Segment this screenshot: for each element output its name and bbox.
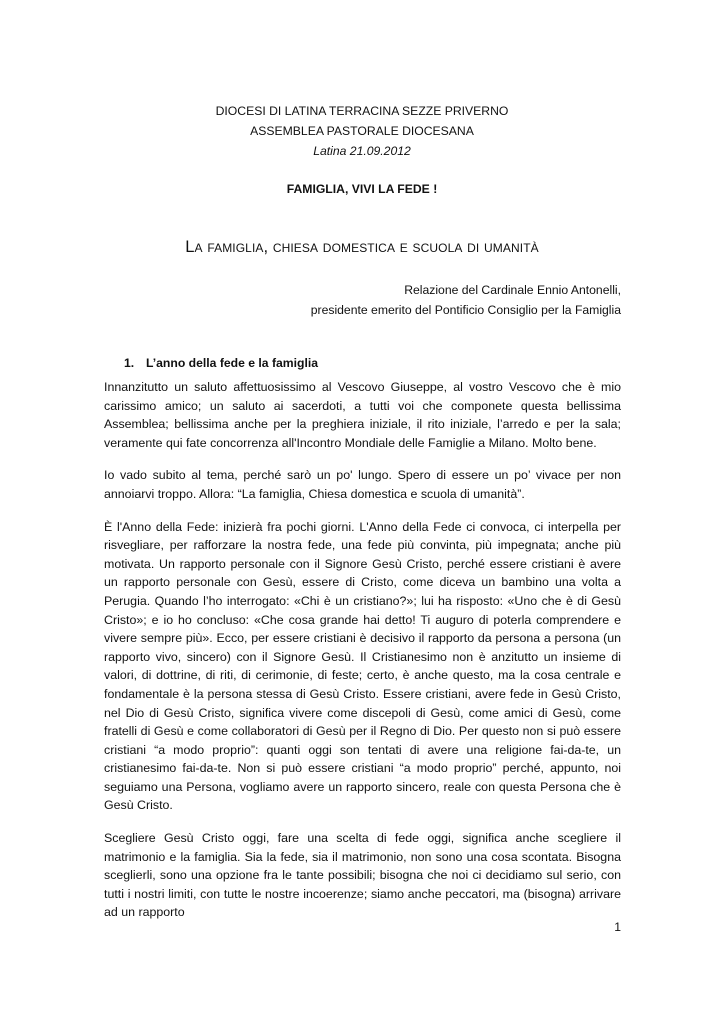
assembly-name: ASSEMBLEA PASTORALE DIOCESANA [250, 124, 474, 138]
page-number: 1 [614, 920, 621, 934]
diocese-name: DIOCESI DI LATINA TERRACINA SEZZE PRIVERNO [215, 104, 509, 118]
author-block [101, 280, 621, 320]
author-line-1: Relazione del Cardinale Ennio Antonelli, [404, 283, 621, 297]
document-header [0, 101, 724, 161]
body-text [104, 378, 621, 936]
section-title: L’anno della fede e la famiglia [146, 356, 319, 370]
paragraph: Io vado subito al tema, perché sarò un po' lungo. Spero di essere un po’ vivace per non annoiarvi troppo. Allora: “La famiglia, Chiesa domestica e scuola di umanità”. [104, 468, 621, 501]
motto: FAMIGLIA, VIVI LA FEDE ! [286, 182, 438, 196]
author-line-2: presidente emerito del Pontificio Consiglio per la Famiglia [310, 303, 621, 317]
section-heading [124, 353, 318, 373]
paragraph: Innanzitutto un saluto affettuosissimo al Vescovo Giuseppe, al vostro Vescovo che è mio carissimo amico; un saluto ai sacerdoti, a tutti voi che componete questa bellissima Assemblea; bellissima anche per la preghiera iniziale, il rito iniziale, l’arredo e per la sala; veramente qui fate concorrenza all'Incontro Mondiale delle Famiglie a Milano. Molto bene. [104, 380, 621, 450]
document-date: Latina 21.09.2012 [313, 144, 411, 158]
paragraph: È l'Anno della Fede: inizierà fra pochi giorni. L'Anno della Fede ci convoca, ci interpella per risvegliare, per rafforzare la nostra fede, una fede più convinta, più impegnata; anche più motivata. Un rapporto personale con il Signore Gesù Cristo, perché essere cristiani è avere un rapporto personale con Gesù, essere di Cristo, come diceva un bambino una volta a Perugia. Quando l’ho interrogato: «Chi è un cristiano?»; lui ha risposto: «Uno che è di Gesù Cristo»; e io ho concluso: «Che cosa grande hai detto! Ti auguro di poterla comprendere e vivere sempre più». Ecco, per essere cristiani è decisivo il rapporto da persona a persona (un rapporto vivo, sincero) con il Signore Gesù. Il Cristianesimo non è anzitutto un insieme di valori, di dottrine, di riti, di cerimonie, di feste; certo, è anche questo, ma la cosa centrale e fondamentale è la persona stessa di Gesù Cristo. Essere cristiani, avere fede in Gesù Cristo, nel Dio di Gesù Cristo, significa vivere come discepoli di Gesù, come amici di Gesù, come fratelli di Gesù e come collaboratori di Gesù per il Regno di Dio. Per questo non si può essere cristiani “a modo proprio”: quanti oggi son tentati di avere una religione fai-da-te, un cristianesimo fai-da-te. Non si può essere cristiani “a modo proprio” perché, appunto, noi seguiamo una Persona, vogliamo avere un rapporto sincero, reale con questa Persona che è Gesù Cristo. [104, 519, 621, 813]
section-number: 1. [124, 356, 135, 370]
page-title: La famiglia, chiesa domestica e scuola di umanità [185, 238, 539, 256]
paragraph: Scegliere Gesù Cristo oggi, fare una scelta di fede oggi, significa anche scegliere il matrimonio e la famiglia. Sia la fede, sia il matrimonio, non sono una cosa scontata. Bisogna sceglierli, sono una opzione fra le tante possibili; bisogna che noi ci decidiamo sul serio, con tutti i nostri limiti, con tutte le nostre incoerenze; siamo anche peccatori, ma (bisogna) arrivare ad un rapporto [104, 831, 621, 920]
